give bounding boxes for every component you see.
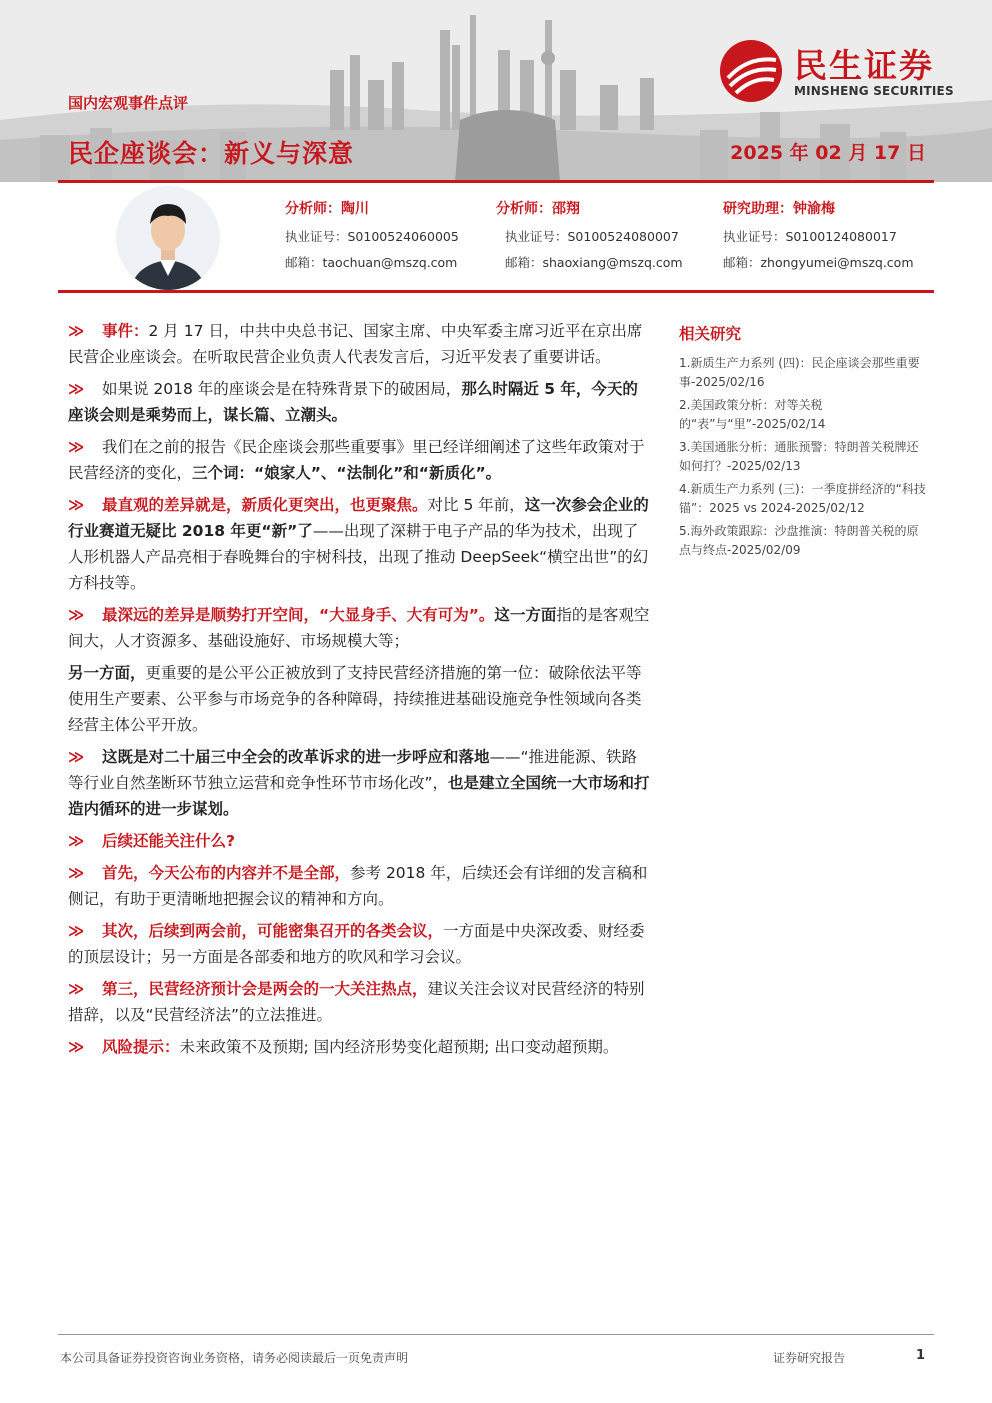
- related-research-title: 相关研究: [679, 325, 742, 343]
- header-banner: [0, 0, 992, 182]
- related-research-item[interactable]: 2.美国政策分析：对等关税的“表”与“里”-2025/02/14: [679, 398, 826, 431]
- paragraph-comparison: ≫ 如果说 2018 年的座谈会是在特殊背景下的破困局，那么时隔近 5 年，今天的座谈会则是乘势而上，谋长篇、立潮头。: [68, 376, 650, 428]
- analyst-email[interactable]: 邮箱：shaoxiang@mszq.com: [505, 255, 683, 270]
- paragraph-event: ≫ 事件：2 月 17 日，中共中央总书记、国家主席、中央军委主席习近平在京出席民营企业座谈会。在听取民营企业负责人代表发言后，习近平发表了重要讲话。: [68, 318, 650, 370]
- analyst-card-shao: [496, 198, 683, 279]
- paragraph-fairness: 另一方面，更重要的是公平公正被放到了支持民营经济措施的第一位：破除依法平等使用生产要素、公平参与市场竞争的各种障碍，持续推进基础设施竞争性领域向各类经营主体公平开放。: [68, 664, 642, 734]
- arrow-bullet-icon: ≫: [68, 380, 85, 398]
- document-type: 国内宏观事件点评: [68, 94, 189, 112]
- analyst-cert: 执业证号：S0100524080007: [505, 229, 679, 244]
- analyst-name: 分析师：陶川: [285, 201, 369, 217]
- related-research-sidebar: [679, 322, 929, 564]
- paragraph-open-space: ≫ 最深远的差异是顺势打开空间，“大显身手、大有可为”。这一方面指的是客观空间大，人才资源多、基础设施好、市场规模大等；: [68, 602, 650, 654]
- paragraph-new-quality: ≫ 最直观的差异就是，新质化更突出，也更聚焦。对比 5 年前，这一次参会企业的行业赛道无疑比 2018 年更“新”了——出现了深耕于电子产品的华为技术，出现了人形机器人产品亮相于春晚舞台的宇树科技，出现了推动 DeepSeek“横空出世”的幻方科技等。: [68, 492, 650, 596]
- paragraph-three-words: ≫ 我们在之前的报告《民企座谈会那些重要事》里已经详细阐述了这些年政策对于民营经济的变化，三个词：“娘家人”、“法制化”和“新质化”。: [68, 434, 650, 486]
- analyst-card-tao: [285, 198, 459, 279]
- paragraph-reform: ≫ 这既是对二十届三中全会的改革诉求的进一步呼应和落地——“推进能源、铁路等行业自然垄断环节独立运营和竞争性环节市场化改”，也是建立全国统一大市场和打造内循环的进一步谋划。: [68, 744, 650, 822]
- paragraph-followup-heading: ≫ 后续还能关注什么?: [68, 828, 650, 854]
- related-research-item[interactable]: 4.新质生产力系列 (三)：一季度拼经济的“科技锚”：2025 vs 2024-2025/02/12: [679, 482, 926, 515]
- minsheng-logo: [718, 38, 968, 104]
- analyst-email[interactable]: 邮箱：taochuan@mszq.com: [285, 255, 458, 270]
- arrow-bullet-icon: ≫: [68, 606, 85, 624]
- arrow-bullet-icon: ≫: [68, 322, 85, 340]
- arrow-bullet-icon: ≫: [68, 748, 85, 766]
- related-research-item[interactable]: 3.美国通胀分析：通胀预警：特朗普关税牌还如何打？-2025/02/13: [679, 440, 919, 473]
- arrow-bullet-icon: ≫: [68, 438, 85, 456]
- arrow-bullet-icon: ≫: [68, 496, 85, 514]
- analyst-card-zhong: [723, 198, 914, 279]
- logo-chinese-name: 民生证券: [794, 46, 934, 85]
- paragraph-first: ≫ 首先，今天公布的内容并不是全部，参考 2018 年，后续还会有详细的发言稿和侧记，有助于更清晰地把握会议的精神和方向。: [68, 860, 650, 912]
- analyst-name: 研究助理：钟渝梅: [723, 201, 835, 217]
- page-number: 1: [916, 1348, 926, 1363]
- paragraph-risk: ≫ 风险提示：未来政策不及预期; 国内经济形势变化超预期; 出口变动超预期。: [68, 1034, 650, 1060]
- analyst-divider: [58, 290, 934, 293]
- logo-english-name: MINSHENG SECURITIES: [794, 84, 954, 98]
- analyst-cert: 执业证号：S0100524060005: [285, 229, 459, 244]
- arrow-bullet-icon: ≫: [68, 980, 85, 998]
- document-title: 民企座谈会：新义与深意: [68, 139, 355, 168]
- analyst-avatar: [116, 186, 220, 290]
- arrow-bullet-icon: ≫: [68, 832, 85, 850]
- main-body: [68, 318, 650, 1066]
- analyst-cert: 执业证号：S0100124080017: [723, 229, 897, 244]
- paragraph-second: ≫ 其次，后续到两会前，可能密集召开的各类会议，一方面是中央深改委、财经委的顶层设计；另一方面是各部委和地方的吹风和学习会议。: [68, 918, 650, 970]
- related-research-item[interactable]: 5.海外政策跟踪：沙盘推演：特朗普关税的原点与终点-2025/02/09: [679, 524, 919, 557]
- footer-disclaimer: 本公司具备证券投资咨询业务资格，请务必阅读最后一页免责声明: [60, 1351, 409, 1365]
- analyst-name: 分析师：邵翔: [496, 201, 580, 217]
- arrow-bullet-icon: ≫: [68, 922, 85, 940]
- footer-divider: [58, 1334, 934, 1335]
- related-research-item[interactable]: 1.新质生产力系列 (四)：民企座谈会那些重要事-2025/02/16: [679, 356, 920, 389]
- paragraph-third: ≫ 第三，民营经济预计会是两会的一大关注热点，建议关注会议对民营经济的特别措辞，以及“民营经济法”的立法推进。: [68, 976, 650, 1028]
- document-date: 2025 年 02 月 17 日: [730, 142, 926, 164]
- analyst-email[interactable]: 邮箱：zhongyumei@mszq.com: [723, 255, 914, 270]
- arrow-bullet-icon: ≫: [68, 864, 85, 882]
- footer-report-type: 证券研究报告: [773, 1351, 846, 1365]
- arrow-bullet-icon: ≫: [68, 1038, 85, 1056]
- analyst-photo: [116, 186, 220, 290]
- header-divider: [58, 180, 934, 183]
- minsheng-logo-icon: [718, 38, 784, 104]
